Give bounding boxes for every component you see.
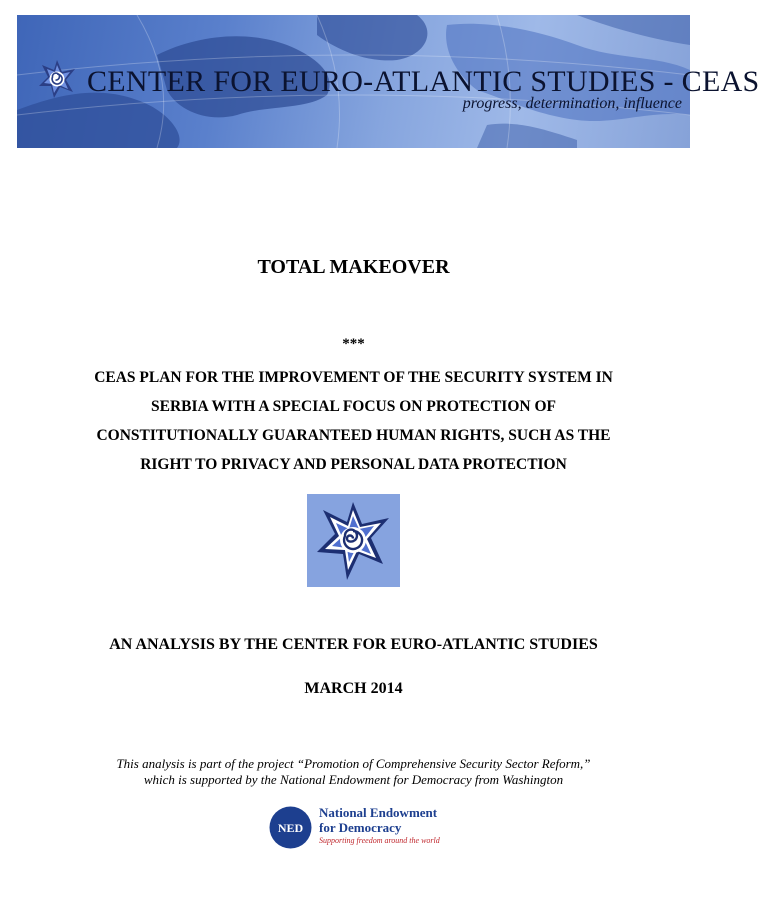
header-banner [17, 15, 760, 148]
analysis-by-line: AN ANALYSIS BY THE CENTER FOR EURO-ATLANTIC STUDIES [109, 636, 598, 653]
separator: *** [342, 336, 365, 352]
publication-date: MARCH 2014 [304, 680, 403, 697]
subtitle-line: RIGHT TO PRIVACY AND PERSONAL DATA PROTECTION [140, 456, 567, 473]
subtitle-line: CONSTITUTIONALLY GUARANTEED HUMAN RIGHTS, SUCH AS THE [96, 427, 611, 444]
ned-name [319, 805, 437, 835]
ceas-emblem [307, 494, 400, 587]
document-title: TOTAL MAKEOVER [257, 256, 450, 278]
funding-note-line: This analysis is part of the project “Promotion of Comprehensive Security Sector Reform,” [116, 756, 591, 771]
ned-name-line: for Democracy [319, 820, 402, 835]
ned-name-line: National Endowment [319, 805, 438, 820]
ned-tagline: Supporting freedom around the world [319, 836, 440, 845]
document-subtitle [0, 363, 707, 479]
ned-logo [268, 805, 313, 850]
subtitle-line: CEAS PLAN FOR THE IMPROVEMENT OF THE SECURITY SYSTEM IN [94, 369, 613, 386]
funding-note [0, 756, 707, 788]
ned-logo-text: NED [277, 821, 304, 835]
ned-globe-icon [268, 805, 313, 850]
ceas-star-spiral-icon [307, 494, 400, 587]
ceas-logo-icon [37, 59, 77, 99]
subtitle-line: SERBIA WITH A SPECIAL FOCUS ON PROTECTION OF [151, 398, 556, 415]
organization-title: CENTER FOR EURO-ATLANTIC STUDIES - CEAS [87, 65, 760, 98]
organization-tagline: progress, determination, influence [462, 95, 682, 112]
funding-note-line: which is supported by the National Endowment for Democracy from Washington [143, 772, 564, 787]
